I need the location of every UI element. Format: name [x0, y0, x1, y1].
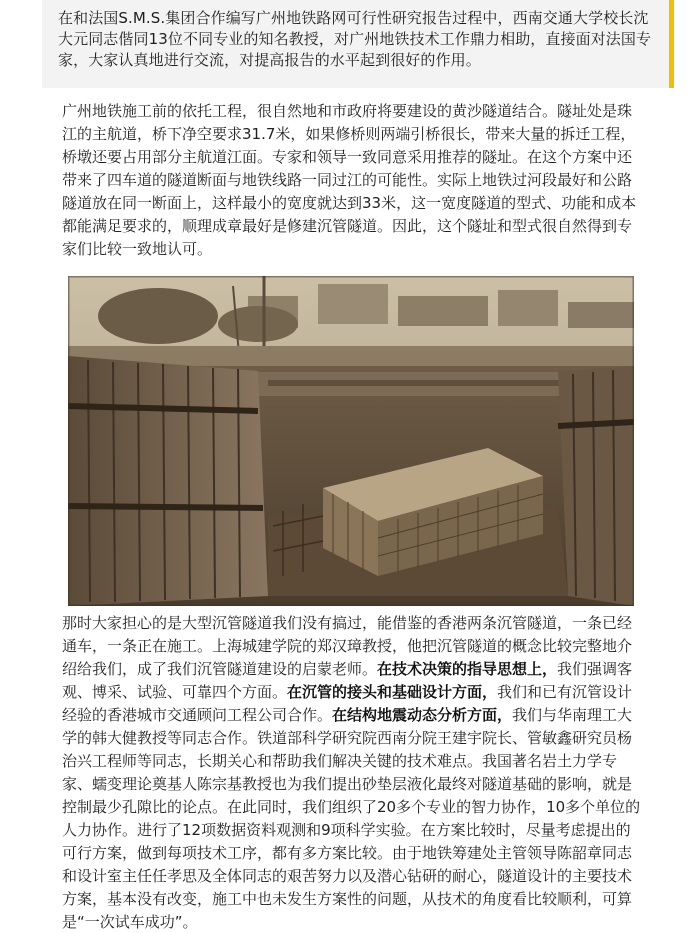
paragraph-1: 广州地铁施工前的依托工程，很自然地和市政府将要建设的黄沙隧道结合。隧址处是珠江的主航道，桥下净空要求31.7米，如果修桥则两端引桥很长，带来大量的拆迁工程，桥墩还要占用部分主航道江面。专家和领导一致同意采用推荐的隧址。在这个方案中还带来了四车道的隧道断面与地铁线路一同过江的可能性。实际上地铁过河段最好和公路隧道放在同一断面上，这样最小的宽度就达到33米，这一宽度隧道的型式、功能和成本都能满足要求的，顺理成章最好是修建沉管隧道。因此，这个隧址和型式很自然得到专家们比较一致地认可。	[62, 102, 637, 258]
construction-site-photo	[68, 276, 634, 606]
paragraph-2	[62, 612, 642, 933]
bold-phrase-technical-decision: 在技术决策的指导思想上，	[377, 660, 558, 678]
bold-phrase-joint-foundation: 在沉管的接头和基础设计方面，	[287, 683, 498, 701]
quote-box	[42, 0, 674, 88]
photo-illustration	[68, 276, 634, 606]
paragraph-2-sentence-1: 那时大家担心的是大型沉管隧道我们没有搞过，能借鉴的香港两条沉管隧道，一条已经通车，一条正在施工。上海城建学院的郑汉璋教授，他把沉管隧道的概念比较完整地介绍给我们，成了我们沉管隧道建设的启蒙老师。	[62, 614, 633, 678]
quote-text: 在和法国S.M.S.集团合作编写广州地铁路网可行性研究报告过程中，西南交通大学校长沈大元同志偕同13位不同专业的知名教授，对广州地铁技术工作鼎力相助，直接面对法国专家，大家认真地进行交流，对提高报告的水平起到很好的作用。	[58, 9, 652, 69]
paragraph-2-sentence-4: 我们与华南理工大学的韩大健教授等同志合作。铁道部科学研究院西南分院王建宇院长、管敏鑫研究员杨治兴工程师等同志，长期关心和帮助我们解决关键的技术难点。我国著名岩土力学专家、蠕变理论奠基人陈宗基教授也为我们提出砂垫层液化最终对隧道基础的影响，就是控制最少孔隙比的论点。在此同时，我们组织了20多个专业的智力协作，10多个单位的人力协作。进行了12项数据资料观测和9项科学实验。在方案比较时，尽量考虑提出的可行方案，做到每项技术工序，都有多方案比较。由于地铁筹建处主管领导陈韶章同志和设计室主任任孝思及全体同志的艰苦努力以及潜心钻研的耐心，隧道设计的主要技术方案，基本没有改变，施工中也未发生方案性的问题，从技术的角度看比较顺利，可算是“一次试车成功”。	[62, 706, 641, 931]
bold-phrase-seismic-analysis: 在结构地震动态分析方面，	[332, 706, 513, 724]
paragraph-2-sentence-2: 我们强调客观、博采、试验、可靠四个方面。	[62, 660, 633, 701]
paragraph-2-sentence-3: 我们和已有沉管设计经验的香港城市交通顾问工程公司合作。	[62, 683, 633, 724]
